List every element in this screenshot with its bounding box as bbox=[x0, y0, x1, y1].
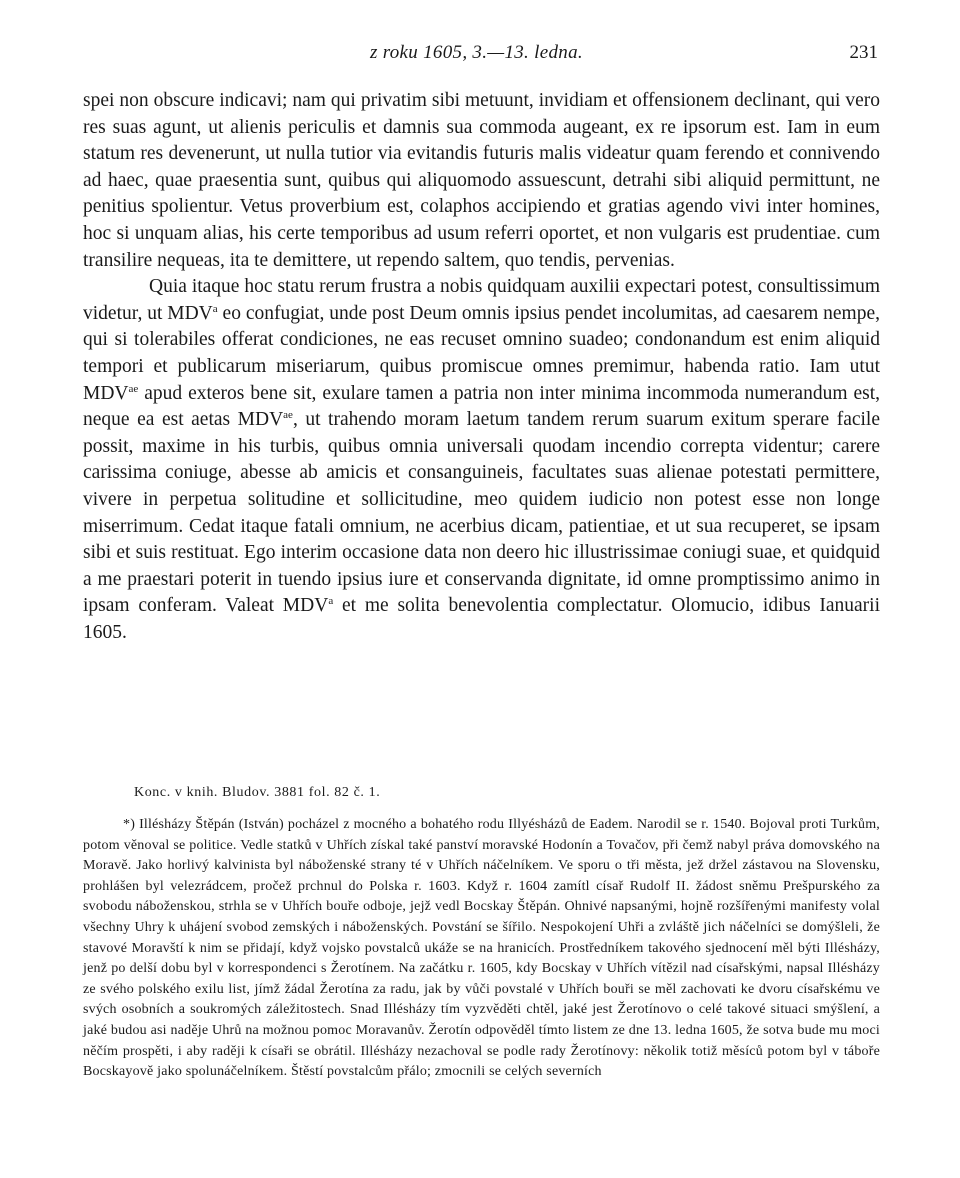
p2-segment-c: apud exteros bene sit, exulare tamen a patria non inter minima incommoda numerandum est, neque ea est aetas MDV bbox=[83, 382, 880, 431]
page-header bbox=[0, 42, 960, 72]
paragraph-1: spei non obscure indicavi; nam qui privatim sibi metuunt, invidiam et offensionem declinant, qui vero res suas agunt, ut alienis periculis et damnis sua commoda augeant, ex re ipsorum est. Iam in eum statum res devenerunt, ut nulla tutior via evitandis futuris malis videatur quam ferendo et connivendo ad haec, quae praesentia sunt, quibus qui aliquomodo assuescunt, detrahi sibi aliquid permittunt, ne penitius spolientur. Vetus proverbium est, colaphos accipiendo et gratias agendo vivi inter homines, hoc si unquam alias, his certe temporibus ad usum referri oportet, et non vulgaris est prudentiae. cum transilire nequeas, ita te demittere, ut rependo saltem, quo tendis, pervenias. bbox=[83, 90, 880, 271]
running-title: z roku 1605, 3.—13. ledna. bbox=[370, 42, 583, 63]
superscript-ae: ae bbox=[128, 382, 139, 395]
paragraph-2 bbox=[83, 274, 880, 646]
footnote-text: *) Illésházy Štěpán (István) pocházel z mocného a bohatého rodu Illyésházů de Eadem. Narodil se r. 1540. Bojoval proti Turkům, potom věnoval se politice. Vedle statků v Uhřích získal také panství moravské Hodonín a Tovačov, při čemž nabyl práva domovského na Moravě. Jako horlivý kalvinista byl náboženské strany té v Uhřích náčelníkem. Ve sporu o tři města, jež držel zástavou na Slovensku, prohlášen byl velezrádcem, pročež prchnul do Polska r. 1603. Když r. 1604 zamítl císař Rudolf II. žádost sněmu Prešpurského za svobodu náboženskou, strhla se v Uhřích bouře odboje, jejž vedl Bocskay Štěpán. Ohnivé napsanými, hojně rozšířenými manifesty volal všechny Uhry k uhájení svobod zemských i náboženských. Povstání se šířilo. Nespokojení Uhři a zvláště jich náčelníci se domýšleli, že stavové Moravští k nim se přidají, když vojsko povstalců ukáže se na hranicích. Prostředníkem takového sjednocení měl býti Illésházy, jenž po delší dobu byl v korrespondenci s Žerotínem. Na začátku r. 1605, kdy Bocskay v Uhřích vítězil nad císařskými, napsal Illésházy ze svého polského exilu list, jímž žádal Žerotína za radu, jak by vůči povstalé v Uhřích bouři se měl zachovati ke dvoru císařskému ve svých osobních a soukromých záležitostech. Snad Illésházy tím vyzvěděti chtěl, jaké jest Žerotínovo o celé takové situaci smýšlení, a jaké budou asi naděje Uhrů na možnou pomoc Moravanův. Žerotín odpověděl tímto listem ze dne 13. ledna 1605, že sotva bude mu moci něčím prospěti, i aby raději k císaři se obrátil. Illésházy nezachoval se podle rady Žerotínovy: několik totiž měsíců potom byl v táboře Bocskayově jako spolunáčelníkem. Štěstí povstalcům přálo; zmocnili se celých severních bbox=[83, 817, 880, 1080]
main-text bbox=[83, 88, 880, 646]
footnote bbox=[83, 815, 880, 1083]
p2-segment-a: Quia itaque hoc statu rerum frustra a nobis quidquam auxilii expectari potest, consultissimum videtur, ut MDV bbox=[83, 276, 880, 324]
p2-segment-e: et me solita benevolentia complectatur. Olomucio, idibus Ianuarii 1605. bbox=[83, 595, 880, 643]
superscript-a: a bbox=[212, 302, 218, 315]
p2-segment-d: , ut trahendo moram laetum tandem rerum suarum exitum sperare facile possit, maxime in his turbis, quibus omnia universali quodam incendio correpta videntur; carere carissima coniuge, abesse ab amicis et consanguineis, facultates suas alienae potestati permittere, vivere in perpetua solitudine et sollicitudine, meo quidem iudicio non potest esse non longe miserrimum. Cedat itaque fatali omnium, ne acerbius dicam, patientiae, et ut sua recuperet, se ipsam sibi et suis restituat. Ego interim occasione data non deero hic illustrissimae coniugi suae, et quidquid a me praestari poterit in tuendo ipsius iure et conservanda dignitate, id omne promptissimo animo in ipsam conferam. Valeat MDV bbox=[83, 409, 880, 617]
source-note: Konc. v knih. Bludov. 3881 fol. 82 č. 1. bbox=[134, 785, 381, 800]
superscript-a: a bbox=[328, 595, 334, 608]
p2-segment-b: eo confugiat, unde post Deum omnis ipsius pendet incolumitas, ad caesarem nempe, qui si tolerabiles offerat condiciones, ne eas recuset omnino suadeo; condonandum est enim aliquid tempori et publicarum miseriarum, quibus promiscue omnes premimur, habenda ratio. Iam utut MDV bbox=[83, 302, 881, 404]
superscript-ae: ae bbox=[283, 409, 293, 422]
page-number: 231 bbox=[849, 42, 878, 63]
